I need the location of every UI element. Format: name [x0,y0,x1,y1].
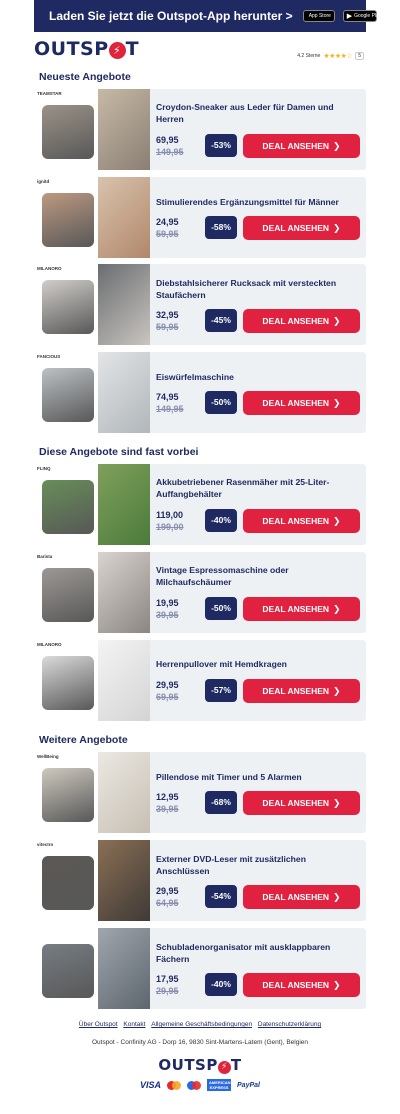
product-old-price: 149,95 [156,404,184,414]
app-store-label: App Store [308,12,331,19]
product-price: 69,95 [156,135,179,145]
product-shape [42,368,94,422]
lifestyle-photo [98,752,150,833]
deal-button[interactable] [243,391,360,415]
google-play-label: Google Play [354,12,382,19]
product-old-price: 39,95 [156,610,179,620]
product-price: 74,95 [156,392,179,402]
product-title[interactable]: Diebstahlsicherer Rucksack mit versteckten Staufächern [156,278,337,300]
product-price: 19,95 [156,598,179,608]
brand-logo: WellBeing [37,754,59,759]
amex-icon: AMERICAN EXPRESS [209,1080,231,1090]
deal-button[interactable] [243,134,360,158]
deal-button[interactable] [243,679,360,703]
chevron-right-icon: ❯ [333,222,341,233]
product-shape [42,944,94,998]
product-shape [42,768,94,822]
brand-logo: vitectro [37,842,54,847]
brand-logo: TEAMSTAR [37,91,62,96]
footer-link-terms[interactable]: Allgemeine Geschäftsbedingungen [151,1021,253,1028]
deal-button-label: DEAL ANSEHEN [262,316,330,326]
product-image[interactable] [34,177,150,258]
app-download-banner[interactable] [34,0,382,32]
deal-button[interactable] [243,597,360,621]
product-image[interactable] [34,552,150,633]
product-old-price: 149,95 [156,147,184,157]
discount-badge: -45% [205,309,237,332]
product-price: 32,95 [156,310,179,320]
deal-button[interactable] [243,791,360,815]
lifestyle-photo [98,464,150,545]
product-shape [42,193,94,247]
product-shape [42,656,94,710]
product-image[interactable] [34,840,150,921]
logo-text: OUTSP [34,38,109,60]
chevron-right-icon: ❯ [333,315,341,326]
product-title[interactable]: Vintage Espressomaschine oder Milchaufschäumer [156,565,289,587]
paypal-icon: PayPal [237,1081,260,1089]
product-old-price: 29,95 [156,986,179,996]
product-card[interactable] [34,552,366,633]
lifestyle-photo [98,640,150,721]
product-title[interactable]: Stimulierendes Ergänzungsmittel für Männer [156,197,339,207]
star-icons: ★★★★☆ [323,53,353,60]
product-title[interactable]: Pillendose mit Timer und 5 Alarmen [156,772,302,782]
footer-logo-text-end: T [230,1056,242,1074]
footer-links [0,1021,400,1028]
brand-logo: FLINQ [37,466,51,471]
deal-button[interactable] [243,973,360,997]
maestro-icon [187,1081,201,1090]
product-price: 12,95 [156,792,179,802]
product-title[interactable]: Schubladenorganisator mit ausklappbaren Fächern [156,942,331,964]
discount-badge: -57% [205,679,237,702]
product-title[interactable]: Croydon-Sneaker aus Leder für Damen und Herren [156,102,334,124]
brand-logo: FANCIOUS [37,354,61,359]
product-shape [42,105,94,159]
product-card[interactable] [34,177,366,258]
product-card[interactable] [34,840,366,921]
deal-button-label: DEAL ANSEHEN [262,798,330,808]
deal-button[interactable] [243,885,360,909]
product-title[interactable]: Akkubetriebener Rasenmäher mit 25-Liter-Auffangbehälter [156,477,330,499]
payment-methods [0,1079,400,1091]
chevron-right-icon: ❯ [333,891,341,902]
chevron-right-icon: ❯ [333,397,341,408]
rating-label: 4.2 Sterne [297,53,321,59]
footer-logo-text: OUTSP [158,1056,218,1074]
footer-link-privacy[interactable]: Datenschutzerklärung [257,1021,322,1028]
discount-badge: -54% [205,885,237,908]
mastercard-icon [167,1081,181,1090]
discount-badge: -68% [205,791,237,814]
product-old-price: 69,95 [156,692,179,702]
deal-button-label: DEAL ANSEHEN [262,980,330,990]
chevron-right-icon: ❯ [333,797,341,808]
deal-button[interactable] [243,216,360,240]
google-play-badge[interactable] [343,10,382,22]
product-shape [42,480,94,534]
deal-button[interactable] [243,309,360,333]
outspot-logo[interactable] [34,38,139,60]
header [34,38,366,62]
product-card[interactable] [34,464,366,545]
section-title-more: Weitere Angebote [39,734,128,746]
product-old-price: 199,00 [156,522,184,532]
brand-logo: ignitd [37,179,50,184]
lifestyle-photo [98,352,150,433]
footer-link-contact[interactable]: Kontakt [123,1021,146,1028]
product-image[interactable] [34,89,150,170]
chevron-right-icon: ❯ [333,515,341,526]
chevron-right-icon: ❯ [333,685,341,696]
lightning-icon: ⚡ [109,42,126,59]
lifestyle-photo [98,264,150,345]
lifestyle-photo [98,840,150,921]
visa-icon: VISA [140,1080,162,1090]
company-address: Outspot - Confinity AG - Dorp 16, 9830 Sint-Martens-Latem (Gent), Belgien [91,1039,309,1046]
lifestyle-photo [98,177,150,258]
lifestyle-photo [98,552,150,633]
discount-badge: -50% [205,391,237,414]
product-card[interactable] [34,752,366,833]
rating-count: 5 [355,52,364,60]
lifestyle-photo [98,89,150,170]
product-price: 29,95 [156,680,179,690]
lightning-icon: ⚡ [218,1061,231,1074]
footer-link-about[interactable]: Über Outspot [78,1021,118,1028]
product-image[interactable] [34,264,150,345]
product-price: 24,95 [156,217,179,227]
product-card[interactable] [34,264,366,345]
deal-button-label: DEAL ANSEHEN [262,516,330,526]
deal-button-label: DEAL ANSEHEN [262,892,330,902]
lifestyle-photo [98,928,150,1009]
deal-button-label: DEAL ANSEHEN [262,141,330,151]
product-old-price: 39,95 [156,804,179,814]
brand-logo: Barista [37,554,53,559]
chevron-right-icon: ❯ [333,603,341,614]
product-price: 17,95 [156,974,179,984]
discount-badge: -53% [205,134,237,157]
product-card[interactable] [34,640,366,721]
deal-button[interactable] [243,509,360,533]
product-price: 119,00 [156,510,184,520]
deal-button-label: DEAL ANSEHEN [262,398,330,408]
discount-badge: -50% [205,597,237,620]
google-play-icon: ▶ [346,12,353,20]
product-title[interactable]: Eiswürfelmaschine [156,372,234,382]
brand-logo: MILANORO [37,266,62,271]
brand-logo: MILANORO [37,642,62,647]
discount-badge: -40% [205,509,237,532]
app-store-badge[interactable] [303,10,335,22]
product-old-price: 59,95 [156,229,179,239]
product-price: 29,95 [156,886,179,896]
product-image[interactable] [34,752,150,833]
section-title-newest: Neueste Angebote [39,71,131,83]
product-old-price: 59,95 [156,322,179,332]
product-image[interactable] [34,640,150,721]
footer-logo[interactable] [0,1056,400,1074]
product-image[interactable] [34,464,150,545]
discount-badge: -40% [205,973,237,996]
logo-text-end: T [125,38,140,60]
rating [297,52,364,60]
product-old-price: 64,95 [156,898,179,908]
product-card[interactable] [34,352,366,433]
product-card[interactable] [34,928,366,1009]
deal-button-label: DEAL ANSEHEN [262,686,330,696]
product-shape [42,568,94,622]
discount-badge: -58% [205,216,237,239]
chevron-right-icon: ❯ [333,140,341,151]
product-card[interactable] [34,89,366,170]
chevron-right-icon: ❯ [333,979,341,990]
product-title[interactable]: Externer DVD-Leser mit zusätzlichen Anschlüssen [156,854,306,876]
product-title[interactable]: Herrenpullover mit Hemdkragen [156,659,287,669]
product-image[interactable] [34,928,150,1009]
deal-button-label: DEAL ANSEHEN [262,223,330,233]
app-download-text[interactable]: Laden Sie jetzt die Outspot-App herunter > [49,9,293,23]
section-title-ending: Diese Angebote sind fast vorbei [39,446,199,458]
product-shape [42,856,94,910]
product-shape [42,280,94,334]
product-image[interactable] [34,352,150,433]
deal-button-label: DEAL ANSEHEN [262,604,330,614]
